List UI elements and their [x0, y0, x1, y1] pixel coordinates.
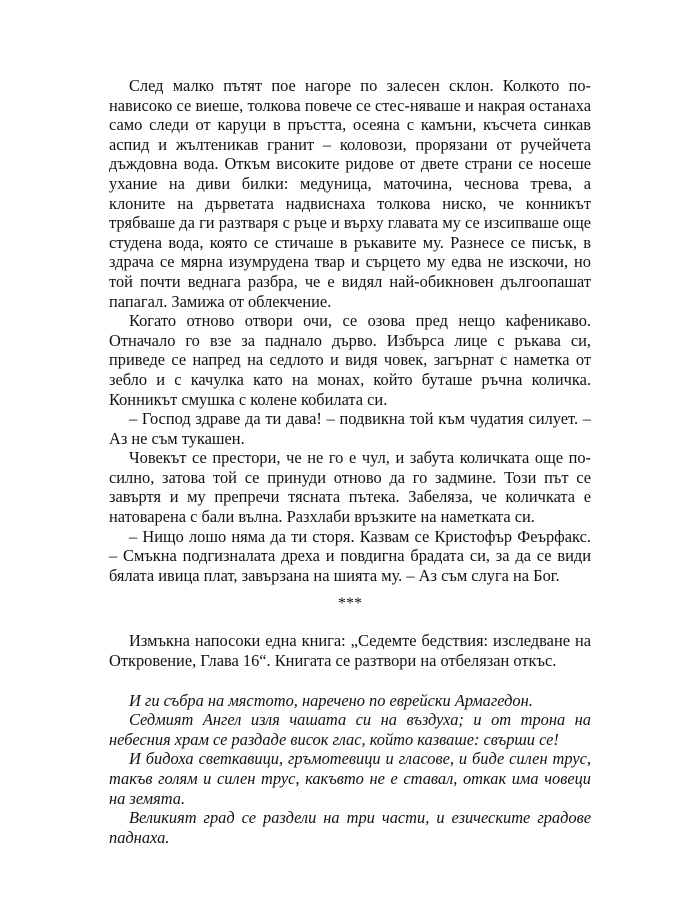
quote-line: Великият град се раздели на три части, и езическите градове паднаха. — [109, 808, 591, 847]
paragraph-brown-figure: Когато отново отвори очи, се озова пред нещо кафеникаво. Отначало го взе за паднало дърво. Избърса лице с ръкава си, приведе се напред на седлото и видя човек, загърнат с наметка от зебло и с качулка като на монах, който буташе ръчна количка. Конникът смушка с колене кобилата си. — [109, 311, 591, 409]
paragraph-book: Измъкна напосоки една книга: „Седемте бедствия: изследване на Откровение, Глава 16“. Книгата се разтвори на отбелязан откъс. — [109, 631, 591, 671]
paragraph-cart: Човекът се престори, че не го е чул, и забута количката още по-силно, затова той се принуди отново да го задмине. Този път се завъртя и му препречи тясната пътека. Забеляза, че количката е натоварена с бали вълна. Разхлаби връзките на наметката си. — [109, 448, 591, 527]
paragraph-introduction: – Нищо лошо няма да ти сторя. Казвам се Кристофър Феърфакс. – Смъкна подгизналата дреха и повдигна брадата си, за да се види бялата ивица плат, завързана на шията му. – Аз съм слуга на Бог. — [109, 526, 591, 585]
text-block — [109, 76, 591, 847]
quote-line: И бидоха светкавици, гръмотевици и гласове, и биде силен трус, такъв голям и силен трус, какъвто не е ставал, откак има човеци на земята. — [109, 749, 591, 808]
quote-line: Седмият Ангел изля чашата си на въздуха; и от трона на небесния храм се раздаде висок глас, който казваше: свърши се! — [109, 710, 591, 749]
paragraph-forest-road: След малко пътят пое нагоре по залесен склон. Колкото по-нависоко се виеше, толкова повече се стес-няваше и накрая останаха само следи от каруци в пръстта, осеяна с камъни, късчета синкав аспид и жълтеникав гранит – коловози, прорязани от ручейчета дъждовна вода. Откъм високите ридове от двете страни се носеше ухание на диви билки: медуница, маточина, чеснова трева, а клоните на дърветата надвиснаха толкова ниско, че конникът трябваше да ги разтваря с ръце и върху главата му се изсипваше още студена вода, която се стичаше в ръкавите му. Разнесе се писък, в здрача се мярна изумрудена твар и сърцето му едва не изскочи, но той почти веднага разбра, че е видял най-обикновен дългоопашат папагал. Замижа от облекчение. — [109, 76, 591, 311]
paragraph-greeting: – Господ здраве да ти дава! – подвикна той към чудатия силует. – Аз не съм тукашен. — [109, 409, 591, 448]
quote-line: И ги събра на мястото, наречено по еврейски Армагедон. — [129, 690, 533, 710]
section-separator: *** — [338, 595, 362, 613]
